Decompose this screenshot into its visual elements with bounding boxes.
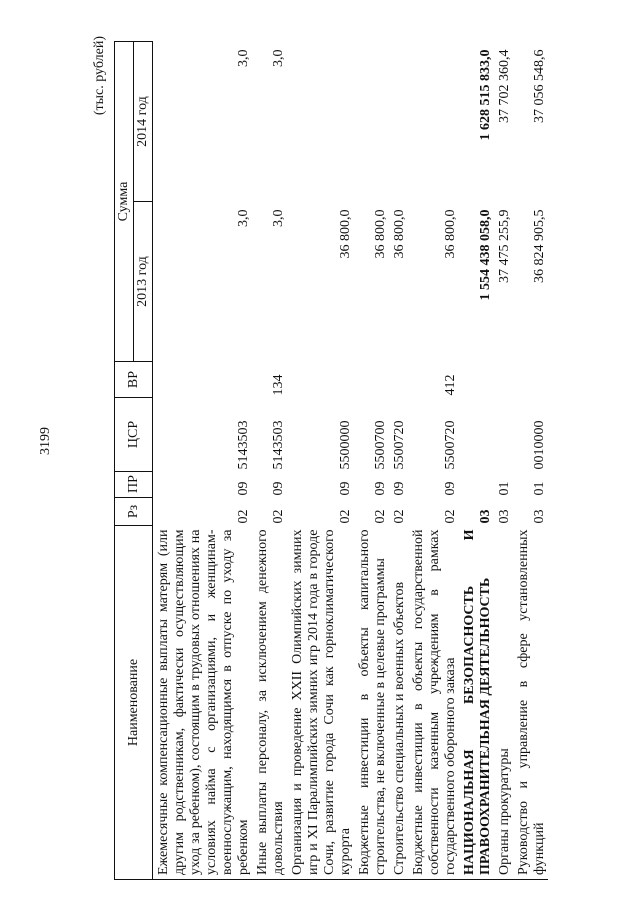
row-vr [513, 362, 548, 398]
row-sum-2013: 37 475 255,9 [497, 209, 512, 283]
rotated-page-wrapper [92, 0, 640, 905]
row-name: НАЦИОНАЛЬНАЯ БЕЗОПАСНОСТЬ И ПРАВООХРАНИТЕЛЬНАЯ ДЕЯТЕЛЬНОСТЬ [459, 526, 494, 880]
table-row [459, 42, 494, 880]
row-sum-2013: 36 800,0 [373, 209, 388, 259]
row-sum-2013: 36 800,0 [338, 209, 353, 259]
row-vr [459, 362, 494, 398]
row-vr: 412 [443, 374, 458, 396]
table-row [287, 42, 354, 880]
row-sum-2014: 3,0 [271, 49, 286, 67]
row-sum-2013: 36 800,0 [443, 209, 458, 259]
row-csr: 0010000 [532, 420, 547, 470]
row-pr: 01 [497, 481, 512, 496]
row-sum-2014: 3,0 [236, 49, 251, 67]
row-rz: 03 [532, 509, 547, 524]
row-csr: 5500000 [338, 420, 353, 470]
header-sum: Сумма [115, 42, 134, 362]
row-sum-2013: 36 824 905,5 [532, 209, 547, 283]
row-vr: 134 [271, 374, 286, 396]
row-sum-2014 [354, 42, 389, 202]
row-csr: 5143503 [271, 420, 286, 470]
table-row [494, 42, 513, 880]
row-name: Организация и проведение XXII Олимпийских зимних игр и XI Паралимпийских зимних игр 2014 года в городе Сочи, развитие города Сочи как горноклиматического курорта [287, 526, 354, 880]
header-year-2014: 2014 год [134, 42, 153, 202]
row-name: Ежемесячные компенсационные выплаты матерям (или другим родственникам, фактически осуществляющим уход за ребенком), состоящим в трудовых отношениях на условиях найма с организациями, и женщинам-военнослужащим, находящимся в отпуске по уходу за ребенком [153, 526, 253, 880]
row-name: Строительство специальных и военных объектов [389, 526, 408, 880]
table-row [513, 42, 548, 880]
row-name: Органы прокуратуры [494, 526, 513, 880]
row-csr: 5500720 [392, 420, 407, 470]
row-sum-2014: 1 628 515 833,0 [478, 49, 493, 141]
row-rz: 02 [236, 509, 251, 524]
table-row [153, 42, 253, 880]
row-sum-2014: 37 056 548,6 [532, 49, 547, 123]
row-rz: 02 [392, 509, 407, 524]
budget-table [114, 41, 548, 880]
row-sum-2013: 1 554 438 058,0 [478, 209, 493, 301]
row-sum-2013: 3,0 [271, 209, 286, 227]
row-csr: 5143503 [236, 420, 251, 470]
row-sum-2014 [389, 42, 408, 202]
header-year-2013: 2013 год [134, 202, 153, 362]
table-row [252, 42, 287, 880]
units-label: (тыс. рублей) [92, 36, 107, 116]
row-name: Бюджетные инвестиции в объекты капитального строительства, не включенные в целевые программы [354, 526, 389, 880]
header-csr: ЦСР [115, 398, 153, 472]
header-name: Наименование [115, 526, 153, 880]
row-pr [459, 472, 494, 498]
row-sum-2014: 37 702 360,4 [497, 49, 512, 123]
row-name: Иные выплаты персоналу, за исключением денежного довольствия [252, 526, 287, 880]
row-pr: 01 [532, 481, 547, 496]
row-csr: 5500700 [373, 420, 388, 470]
row-sum-2013: 3,0 [236, 209, 251, 227]
row-rz: 02 [373, 509, 388, 524]
row-rz: 02 [271, 509, 286, 524]
row-csr [459, 398, 494, 472]
row-pr: 09 [373, 481, 388, 496]
row-name: Руководство и управление в сфере установленных функций [513, 526, 548, 880]
row-sum-2013: 36 800,0 [392, 209, 407, 259]
row-pr: 09 [271, 481, 286, 496]
row-vr [287, 362, 354, 398]
rotated-table-area [92, 0, 640, 905]
table-row [354, 42, 389, 880]
table-row [389, 42, 408, 880]
row-csr [494, 398, 513, 472]
header-rz: Рз [115, 498, 153, 526]
row-pr: 09 [236, 481, 251, 496]
row-sum-2014 [408, 42, 459, 202]
row-pr: 09 [392, 481, 407, 496]
row-vr [354, 362, 389, 398]
row-rz: 03 [478, 509, 493, 524]
header-pr: ПР [115, 472, 153, 498]
row-pr: 09 [443, 481, 458, 496]
row-name: Бюджетные инвестиции в объекты государственной собственности казенным учреждениям в рамках государственного оборонного заказа [408, 526, 459, 880]
table-header [115, 42, 153, 880]
row-rz: 03 [497, 509, 512, 524]
table-row [408, 42, 459, 880]
row-vr [494, 362, 513, 398]
header-vr: ВР [115, 362, 153, 398]
row-sum-2014 [287, 42, 354, 202]
row-csr: 5500720 [443, 420, 458, 470]
table-body [153, 42, 549, 880]
row-vr [389, 362, 408, 398]
row-rz: 02 [443, 509, 458, 524]
row-vr [153, 362, 253, 398]
page-number: 3199 [38, 427, 53, 455]
row-pr: 09 [338, 481, 353, 496]
row-rz: 02 [338, 509, 353, 524]
